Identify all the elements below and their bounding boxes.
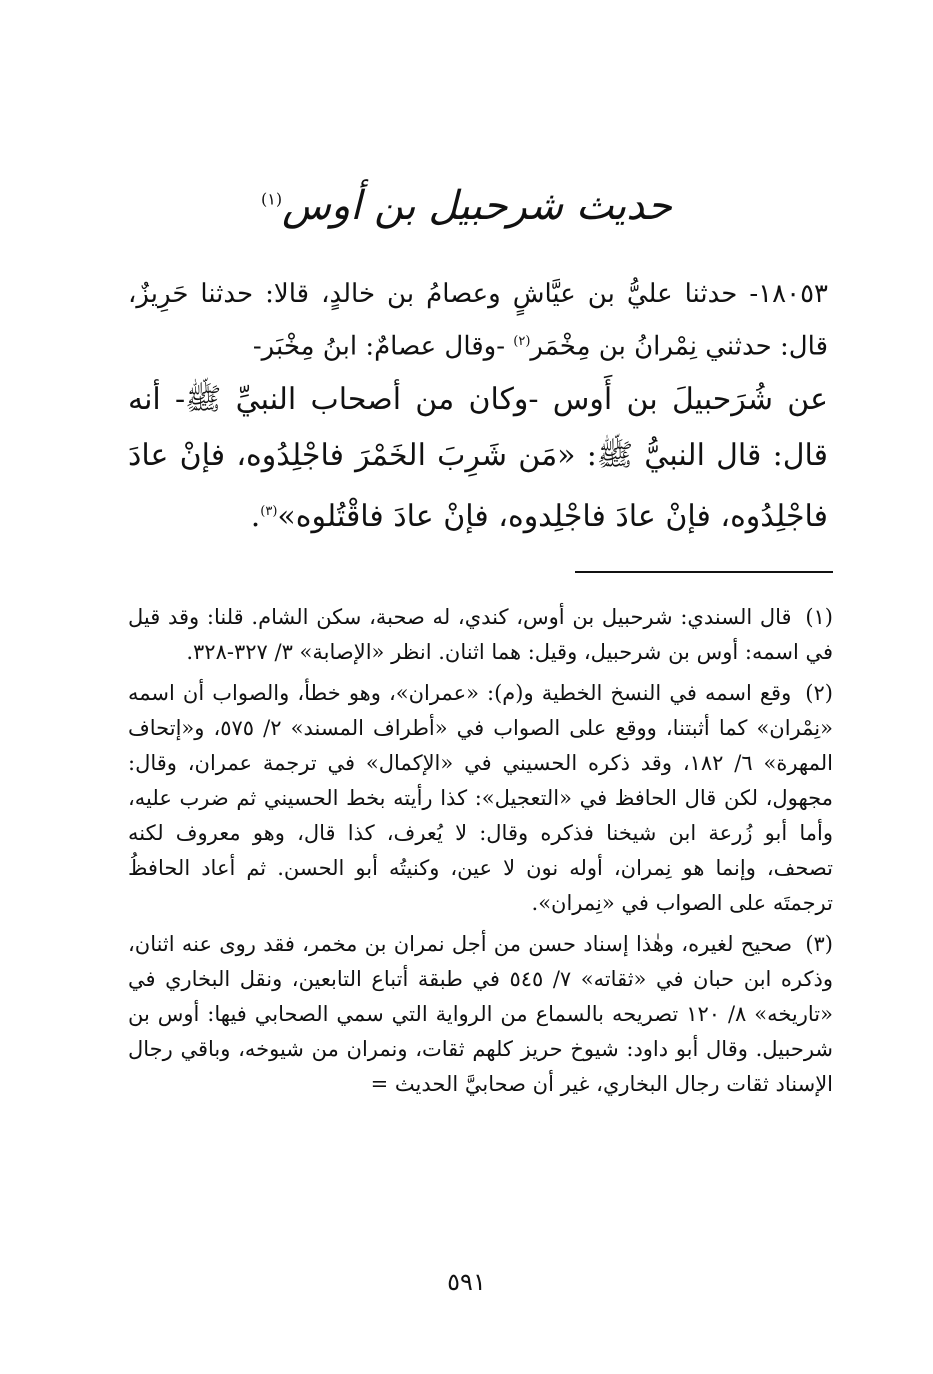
page-number: ٥٩١ (447, 1268, 486, 1296)
chain-footnote-ref: (٢) (513, 334, 531, 349)
title-footnote-ref: (١) (261, 189, 283, 209)
section-title (0, 182, 933, 230)
footnote-text: وقع اسمه في النسخ الخطية و(م): «عمران»، وهو خطأ، والصواب أن اسمه «نِمْران» كما أثبتنا، ووقع على الصواب في «أطراف المسند» ٢/ ٥٧٥، و«إتحاف المهرة» ٦/ ١٨٢، وقد ذكره الحسيني في «الإكمال» في ترجمة عمران، وقال: مجهول، لكن قال الحافظ في «التعجيل»: كذا رأيته بخط الحسيني ثم ضرب عليه، وأما أبو زُرعة ابن شيخنا فذكره وقال: لا يُعرف، كذا قال، وهو معروف لكنه تصحف، وإنما هو نِمران، أوله نون لا عين، وكنيتُه أبو الحسن. ثم أعاد الحافظُ ترجمتَه على الصواب في «نِمران». (128, 681, 833, 915)
hadith-text: عن شُرَحبيلَ بن أَوس -وكان من أصحاب النبيِّ ﷺ- أنه قال: قال النبيُّ ﷺ: «مَن شَرِبَ الخَمْرَ فاجْلِدُوه، فإنْ عادَ فاجْلِدُوه، فإنْ عادَ فاجْلِدوه، فإنْ عادَ فاقْتُلوه» (128, 382, 828, 534)
text-footnote-ref: (٣) (260, 504, 278, 519)
hadith-number: ١٨٠٥٣- (749, 279, 828, 309)
hadith-matn (128, 372, 828, 545)
footnote-3 (128, 927, 833, 1102)
footnote-number: (٣) (805, 932, 833, 956)
footnote-1 (128, 600, 833, 670)
footnote-number: (٢) (805, 681, 833, 705)
hadith-chain-end: -وقال عصامٌ: ابنُ مِخْبَر- (252, 331, 506, 362)
footnote-text: صحيح لغيره، وهٰذا إسناد حسن من أجل نمران بن مخمر، فقد روى عنه اثنان، وذكره ابن حبان في «ثقاته» ٧/ ٥٤٥ في طبقة أتباع التابعين، ونقل البخاري في «تاريخه» ٨/ ١٢٠ تصريحه بالسماع من الرواية التي سمي الصحابي فيها: أوس بن شرحبيل. وقال أبو داود: شيوخ حريز كلهم ثقات، ونمران من شيوخه، وباقي رجال الإسناد ثقات رجال البخاري، غير أن صحابيَّ الحديث = (128, 932, 833, 1096)
section-title-text: حديث شرحبيل بن أوس (282, 183, 672, 229)
footnote-2 (128, 676, 833, 921)
footnote-divider (575, 571, 833, 573)
hadith-text-end: . (250, 499, 261, 534)
footnotes (128, 600, 833, 1108)
hadith-chain: حدثنا عليُّ بن عيَّاشٍ وعصامُ بن خالدٍ، قالا: حدثنا حَرِيزٌ، قال: حدثني نِمْرانُ بن مِخْمَر (128, 279, 828, 362)
footnote-text: قال السندي: شرحبيل بن أوس، كندي، له صحبة، سكن الشام. قلنا: وقد قيل في اسمه: أوس بن شرحبيل، وقيل: هما اثنان. انظر «الإصابة» ٣/ ٣٢٧-٣٢٨. (128, 605, 833, 664)
hadith-isnad (128, 270, 828, 371)
footnote-number: (١) (805, 605, 833, 629)
